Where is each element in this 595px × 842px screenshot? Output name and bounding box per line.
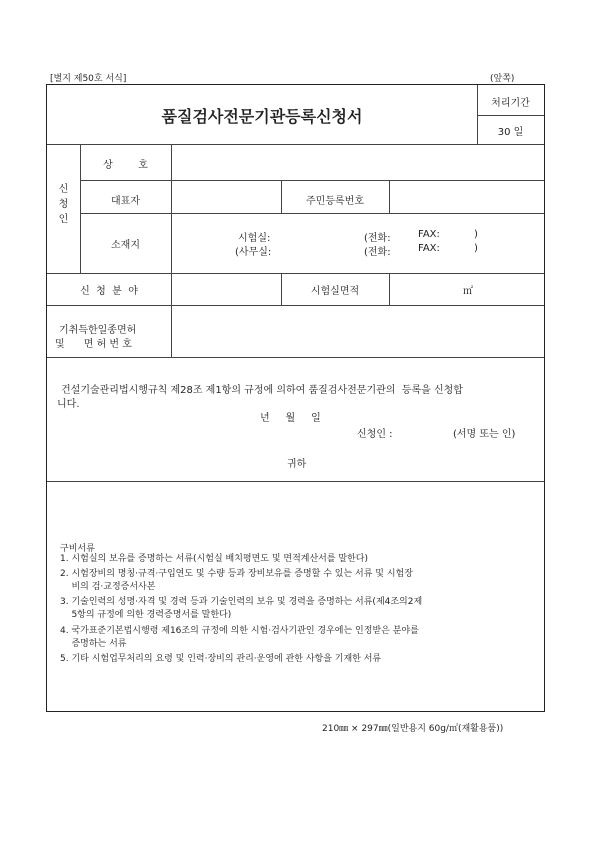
application-date: 년 월 일 (260, 413, 321, 424)
requirement-item: 비의 검·교정증서사본 (60, 582, 156, 592)
requirement-item: 4. 국가표준기본법시행령 제16조의 규정에 의한 시험·검사기관인 경우에는 인정받은 분야를 (60, 626, 419, 636)
lab-area-label: 시험실면적 (310, 286, 360, 297)
requirement-item: 5항의 규정에 의한 경력증명서를 말한다) (60, 610, 232, 620)
recipient-label: 귀하 (287, 459, 307, 470)
office-address-label: (사무실: (235, 247, 272, 258)
area-unit: ㎡ (463, 286, 473, 297)
license-label-line2: 및 면 허 번 호 (55, 339, 132, 350)
office-close-paren: ) (474, 243, 478, 254)
requirement-item: 1. 시험실의 보유를 증명하는 서류(시험실 배치평면도 및 면적계산서를 말한다) (60, 554, 369, 564)
office-phone-label: (전화: (364, 247, 391, 258)
requirements-title: 구비서류 (60, 544, 95, 554)
lab-phone-label: (전화: (364, 233, 391, 244)
processing-period-label: 처리기간 (491, 98, 530, 109)
lab-address-label: 시험실: (238, 233, 271, 244)
lab-close-paren: ) (474, 229, 478, 240)
license-label-line1: 기취득한일종면허 (59, 325, 137, 336)
requirement-item: 2. 시험장비의 명칭·규격·구입연도 및 수량 등과 장비보유를 증명할 수 있는 서류 및 시험장 (60, 569, 413, 579)
trade-name-label: 상 호 (103, 160, 148, 171)
form-number: [별지 제50호 서식] (50, 74, 127, 84)
signature-label: (서명 또는 인) (453, 429, 516, 440)
paper-size-footer: 210㎜ × 297㎜(일반용지 60g/㎡(재활용품)) (322, 724, 504, 734)
resident-number-label: 주민등록번호 (306, 196, 364, 207)
page-side-label: (앞쪽) (490, 74, 515, 84)
applicant-group-label: 신 청 인 (58, 184, 69, 225)
application-field-label: 신 청 분 야 (80, 286, 138, 297)
form-title: 품질검사전문기관등록신청서 (161, 107, 363, 126)
statement-line2: 니다. (57, 399, 80, 410)
representative-label: 대표자 (111, 196, 140, 207)
requirement-item: 증명하는 서류 (60, 639, 127, 649)
office-fax-label: FAX: (418, 243, 440, 254)
requirement-item: 3. 기술인력의 성명·자격 및 경력 등과 기술인력의 보유 및 경력을 증명하는 서류(제4조의2제 (60, 597, 423, 607)
address-label: 소재지 (111, 240, 140, 251)
processing-period-value: 30 일 (497, 127, 524, 138)
applicant-label: 신청인 : (357, 429, 393, 440)
requirement-item: 5. 기타 시험업무처리의 요령 및 인력·장비의 관리·운영에 관한 사항을 기재한 서류 (60, 654, 382, 664)
lab-fax-label: FAX: (418, 229, 440, 240)
statement-line1: 건설기술관리법시행규칙 제28조 제1항의 규정에 의하여 품질검사전문기관의 등록을 신청합 (61, 385, 463, 396)
